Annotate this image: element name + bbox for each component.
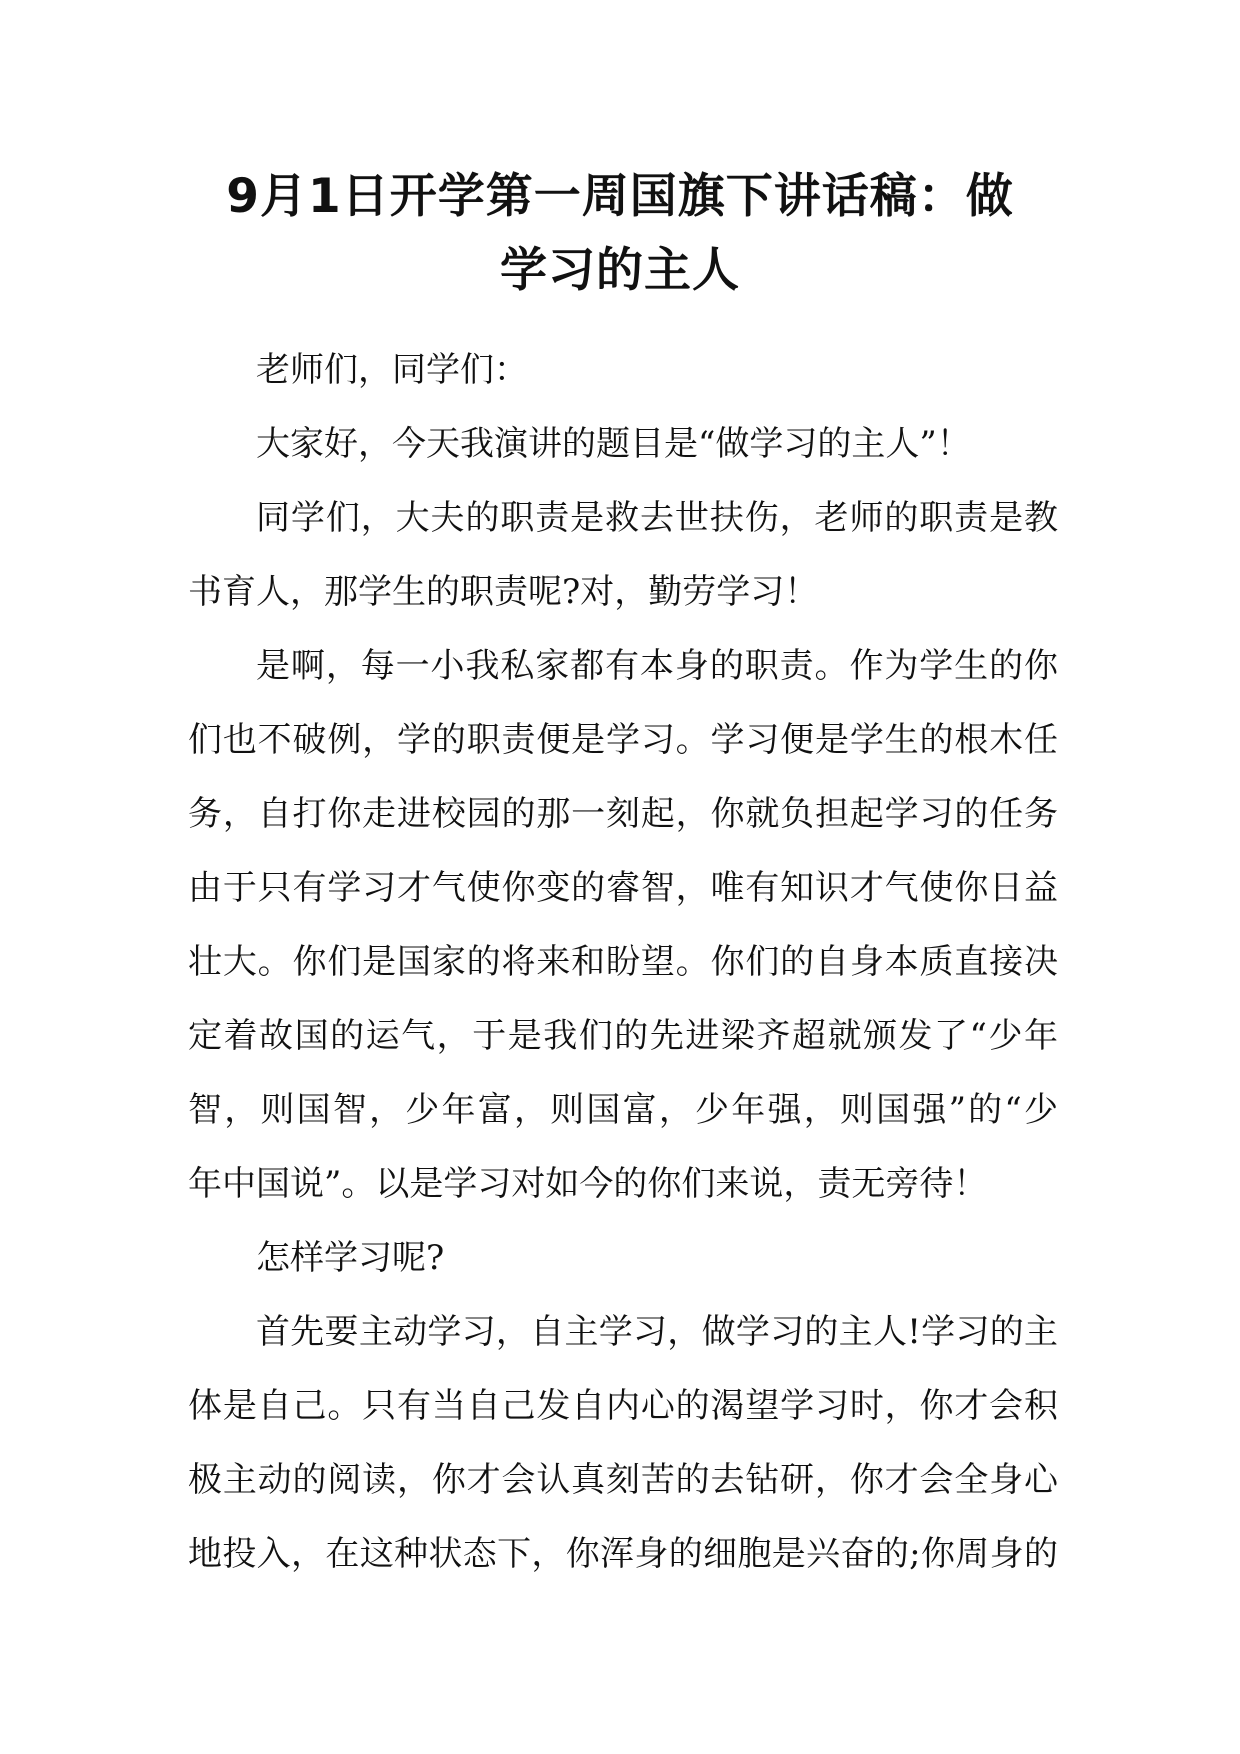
body-line: 首先要主动学习，自主学习，做学习的主人!学习的主 [256,1312,1058,1352]
body-line: 地投入，在这种状态下，你浑身的细胞是兴奋的;你周身的 [188,1534,1058,1574]
body-line: 书育人，那学生的职责呢?对，勤劳学习！ [188,572,819,612]
title-line-2: 学习的主人 [500,243,740,298]
body-line: 大家好，今天我演讲的题目是“做学习的主人”！ [256,424,971,464]
body-line: 定着故国的运气，于是我们的先进梁齐超就颁发了“少年 [188,1016,1058,1056]
body-line: 极主动的阅读，你才会认真刻苦的去钻研，你才会全身心 [188,1460,1058,1500]
body-line: 智，则国智，少年富，则国富，少年强，则国强”的“少 [188,1090,1058,1130]
body-line: 是啊，每一小我私家都有本身的职责。作为学生的你 [256,646,1058,686]
body-line: 怎样学习呢? [256,1238,445,1278]
title-line-1: 9月1日开学第一周国旗下讲话稿：做 [226,169,1014,224]
body-line: 体是自己。只有当自己发自内心的渴望学习时，你才会积 [188,1386,1058,1426]
body-line: 年中国说”。以是学习对如今的你们来说，责无旁待！ [188,1164,988,1204]
body-line: 同学们，大夫的职责是救去世扶伤，老师的职责是教 [256,498,1058,538]
document-body [188,333,1058,1591]
body-line: 务，自打你走进校园的那一刻起，你就负担起学习的任务 [188,794,1058,834]
body-line: 们也不破例，学的职责便是学习。学习便是学生的根木任 [188,720,1058,760]
body-line: 老师们，同学们： [256,350,528,390]
body-line: 壮大。你们是国家的将来和盼望。你们的自身本质直接决 [188,942,1058,982]
document-title [190,160,1050,308]
body-line: 由于只有学习才气使你变的睿智，唯有知识才气使你日益 [188,868,1058,908]
